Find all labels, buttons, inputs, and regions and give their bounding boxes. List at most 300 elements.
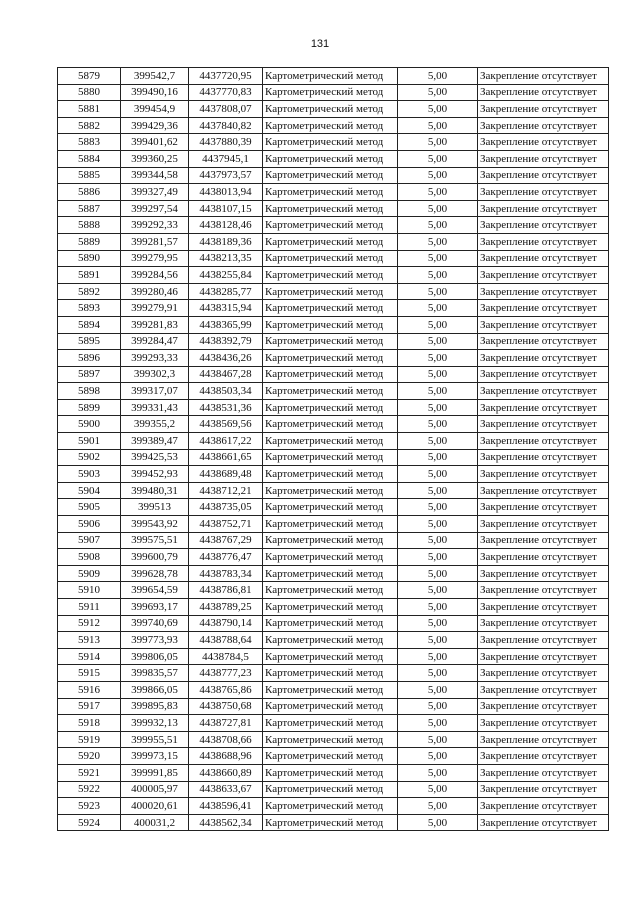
- fixation-cell: Закрепление отсутствует: [478, 300, 609, 317]
- method-cell: Картометрический метод: [263, 814, 398, 831]
- table-row: [58, 698, 609, 715]
- point-number-cell: 5908: [58, 549, 121, 566]
- error-cell: 5,00: [398, 748, 478, 765]
- point-number-cell: 5895: [58, 333, 121, 350]
- x-coordinate-cell: 400031,2: [121, 814, 189, 831]
- error-cell: 5,00: [398, 150, 478, 167]
- table-row: [58, 764, 609, 781]
- method-cell: Картометрический метод: [263, 516, 398, 533]
- fixation-cell: Закрепление отсутствует: [478, 582, 609, 599]
- method-cell: Картометрический метод: [263, 648, 398, 665]
- y-coordinate-cell: 4438569,56: [189, 416, 263, 433]
- table-row: [58, 433, 609, 450]
- error-cell: 5,00: [398, 665, 478, 682]
- table-row: [58, 814, 609, 831]
- y-coordinate-cell: 4438788,64: [189, 632, 263, 649]
- fixation-cell: Закрепление отсутствует: [478, 250, 609, 267]
- table-row: [58, 482, 609, 499]
- method-cell: Картометрический метод: [263, 798, 398, 815]
- method-cell: Картометрический метод: [263, 582, 398, 599]
- point-number-cell: 5899: [58, 399, 121, 416]
- fixation-cell: Закрепление отсутствует: [478, 516, 609, 533]
- table-row: [58, 499, 609, 516]
- fixation-cell: Закрепление отсутствует: [478, 599, 609, 616]
- fixation-cell: Закрепление отсутствует: [478, 449, 609, 466]
- fixation-cell: Закрепление отсутствует: [478, 217, 609, 234]
- table-row: [58, 549, 609, 566]
- y-coordinate-cell: 4438285,77: [189, 283, 263, 300]
- table-row: [58, 101, 609, 118]
- table-row: [58, 665, 609, 682]
- table-row: [58, 167, 609, 184]
- x-coordinate-cell: 399543,92: [121, 516, 189, 533]
- point-number-cell: 5915: [58, 665, 121, 682]
- point-number-cell: 5916: [58, 681, 121, 698]
- table-row: [58, 731, 609, 748]
- x-coordinate-cell: 399693,17: [121, 599, 189, 616]
- point-number-cell: 5900: [58, 416, 121, 433]
- point-number-cell: 5912: [58, 615, 121, 632]
- method-cell: Картометрический метод: [263, 549, 398, 566]
- method-cell: Картометрический метод: [263, 399, 398, 416]
- table-row: [58, 250, 609, 267]
- method-cell: Картометрический метод: [263, 615, 398, 632]
- fixation-cell: Закрепление отсутствует: [478, 283, 609, 300]
- method-cell: Картометрический метод: [263, 698, 398, 715]
- table-row: [58, 233, 609, 250]
- fixation-cell: Закрепление отсутствует: [478, 798, 609, 815]
- table-row: [58, 117, 609, 134]
- fixation-cell: Закрепление отсутствует: [478, 715, 609, 732]
- fixation-cell: Закрепление отсутствует: [478, 399, 609, 416]
- error-cell: 5,00: [398, 101, 478, 118]
- x-coordinate-cell: 399284,56: [121, 267, 189, 284]
- error-cell: 5,00: [398, 184, 478, 201]
- error-cell: 5,00: [398, 449, 478, 466]
- method-cell: Картометрический метод: [263, 565, 398, 582]
- y-coordinate-cell: 4438767,29: [189, 532, 263, 549]
- error-cell: 5,00: [398, 798, 478, 815]
- error-cell: 5,00: [398, 399, 478, 416]
- fixation-cell: Закрепление отсутствует: [478, 482, 609, 499]
- table-row: [58, 383, 609, 400]
- point-number-cell: 5904: [58, 482, 121, 499]
- y-coordinate-cell: 4438436,26: [189, 350, 263, 367]
- error-cell: 5,00: [398, 698, 478, 715]
- error-cell: 5,00: [398, 84, 478, 101]
- point-number-cell: 5910: [58, 582, 121, 599]
- point-number-cell: 5919: [58, 731, 121, 748]
- error-cell: 5,00: [398, 68, 478, 85]
- fixation-cell: Закрепление отсутствует: [478, 68, 609, 85]
- x-coordinate-cell: 399600,79: [121, 549, 189, 566]
- table-body: [58, 68, 609, 831]
- fixation-cell: Закрепление отсутствует: [478, 615, 609, 632]
- y-coordinate-cell: 4438013,94: [189, 184, 263, 201]
- table-row: [58, 184, 609, 201]
- x-coordinate-cell: 399401,62: [121, 134, 189, 151]
- point-number-cell: 5893: [58, 300, 121, 317]
- point-number-cell: 5884: [58, 150, 121, 167]
- error-cell: 5,00: [398, 582, 478, 599]
- error-cell: 5,00: [398, 267, 478, 284]
- point-number-cell: 5903: [58, 466, 121, 483]
- x-coordinate-cell: 399360,25: [121, 150, 189, 167]
- point-number-cell: 5906: [58, 516, 121, 533]
- fixation-cell: Закрепление отсутствует: [478, 731, 609, 748]
- y-coordinate-cell: 4438467,28: [189, 366, 263, 383]
- point-number-cell: 5891: [58, 267, 121, 284]
- x-coordinate-cell: 399279,91: [121, 300, 189, 317]
- x-coordinate-cell: 399490,16: [121, 84, 189, 101]
- error-cell: 5,00: [398, 433, 478, 450]
- x-coordinate-cell: 400020,61: [121, 798, 189, 815]
- method-cell: Картометрический метод: [263, 184, 398, 201]
- table-row: [58, 300, 609, 317]
- x-coordinate-cell: 399806,05: [121, 648, 189, 665]
- fixation-cell: Закрепление отсутствует: [478, 698, 609, 715]
- point-number-cell: 5902: [58, 449, 121, 466]
- error-cell: 5,00: [398, 781, 478, 798]
- error-cell: 5,00: [398, 549, 478, 566]
- x-coordinate-cell: 399297,54: [121, 200, 189, 217]
- point-number-cell: 5917: [58, 698, 121, 715]
- point-number-cell: 5920: [58, 748, 121, 765]
- method-cell: Картометрический метод: [263, 781, 398, 798]
- method-cell: Картометрический метод: [263, 449, 398, 466]
- y-coordinate-cell: 4438786,81: [189, 582, 263, 599]
- method-cell: Картометрический метод: [263, 350, 398, 367]
- x-coordinate-cell: 399866,05: [121, 681, 189, 698]
- error-cell: 5,00: [398, 233, 478, 250]
- y-coordinate-cell: 4438752,71: [189, 516, 263, 533]
- point-number-cell: 5918: [58, 715, 121, 732]
- y-coordinate-cell: 4437973,57: [189, 167, 263, 184]
- error-cell: 5,00: [398, 383, 478, 400]
- x-coordinate-cell: 399991,85: [121, 764, 189, 781]
- point-number-cell: 5907: [58, 532, 121, 549]
- point-number-cell: 5886: [58, 184, 121, 201]
- method-cell: Картометрический метод: [263, 283, 398, 300]
- fixation-cell: Закрепление отсутствует: [478, 565, 609, 582]
- table-row: [58, 449, 609, 466]
- point-number-cell: 5914: [58, 648, 121, 665]
- method-cell: Картометрический метод: [263, 383, 398, 400]
- error-cell: 5,00: [398, 565, 478, 582]
- method-cell: Картометрический метод: [263, 117, 398, 134]
- table-row: [58, 333, 609, 350]
- x-coordinate-cell: 399513: [121, 499, 189, 516]
- point-number-cell: 5922: [58, 781, 121, 798]
- point-number-cell: 5887: [58, 200, 121, 217]
- x-coordinate-cell: 399279,95: [121, 250, 189, 267]
- y-coordinate-cell: 4437840,82: [189, 117, 263, 134]
- y-coordinate-cell: 4438689,48: [189, 466, 263, 483]
- method-cell: Картометрический метод: [263, 200, 398, 217]
- x-coordinate-cell: 399575,51: [121, 532, 189, 549]
- fixation-cell: Закрепление отсутствует: [478, 267, 609, 284]
- table-row: [58, 399, 609, 416]
- error-cell: 5,00: [398, 217, 478, 234]
- method-cell: Картометрический метод: [263, 316, 398, 333]
- x-coordinate-cell: 399389,47: [121, 433, 189, 450]
- point-number-cell: 5911: [58, 599, 121, 616]
- y-coordinate-cell: 4438617,22: [189, 433, 263, 450]
- y-coordinate-cell: 4438107,15: [189, 200, 263, 217]
- y-coordinate-cell: 4438531,36: [189, 399, 263, 416]
- y-coordinate-cell: 4438784,5: [189, 648, 263, 665]
- table-row: [58, 134, 609, 151]
- method-cell: Картометрический метод: [263, 68, 398, 85]
- point-number-cell: 5924: [58, 814, 121, 831]
- x-coordinate-cell: 399281,57: [121, 233, 189, 250]
- table-row: [58, 582, 609, 599]
- fixation-cell: Закрепление отсутствует: [478, 101, 609, 118]
- table-row: [58, 68, 609, 85]
- x-coordinate-cell: 399454,9: [121, 101, 189, 118]
- y-coordinate-cell: 4438735,05: [189, 499, 263, 516]
- fixation-cell: Закрепление отсутствует: [478, 383, 609, 400]
- method-cell: Картометрический метод: [263, 715, 398, 732]
- table-row: [58, 681, 609, 698]
- x-coordinate-cell: 399480,31: [121, 482, 189, 499]
- point-number-cell: 5896: [58, 350, 121, 367]
- y-coordinate-cell: 4438562,34: [189, 814, 263, 831]
- y-coordinate-cell: 4438633,67: [189, 781, 263, 798]
- fixation-cell: Закрепление отсутствует: [478, 150, 609, 167]
- y-coordinate-cell: 4438776,47: [189, 549, 263, 566]
- error-cell: 5,00: [398, 416, 478, 433]
- fixation-cell: Закрепление отсутствует: [478, 433, 609, 450]
- table-row: [58, 217, 609, 234]
- table-row: [58, 798, 609, 815]
- method-cell: Картометрический метод: [263, 366, 398, 383]
- point-number-cell: 5921: [58, 764, 121, 781]
- y-coordinate-cell: 4438392,79: [189, 333, 263, 350]
- table-row: [58, 200, 609, 217]
- x-coordinate-cell: 399344,58: [121, 167, 189, 184]
- fixation-cell: Закрепление отсутствует: [478, 748, 609, 765]
- y-coordinate-cell: 4438783,34: [189, 565, 263, 582]
- table-row: [58, 781, 609, 798]
- table-row: [58, 565, 609, 582]
- point-number-cell: 5883: [58, 134, 121, 151]
- x-coordinate-cell: 399932,13: [121, 715, 189, 732]
- method-cell: Картометрический метод: [263, 250, 398, 267]
- method-cell: Картометрический метод: [263, 101, 398, 118]
- y-coordinate-cell: 4438765,86: [189, 681, 263, 698]
- y-coordinate-cell: 4437945,1: [189, 150, 263, 167]
- y-coordinate-cell: 4437808,07: [189, 101, 263, 118]
- method-cell: Картометрический метод: [263, 167, 398, 184]
- y-coordinate-cell: 4438503,34: [189, 383, 263, 400]
- x-coordinate-cell: 399429,36: [121, 117, 189, 134]
- fixation-cell: Закрепление отсутствует: [478, 632, 609, 649]
- error-cell: 5,00: [398, 516, 478, 533]
- point-number-cell: 5885: [58, 167, 121, 184]
- x-coordinate-cell: 399955,51: [121, 731, 189, 748]
- y-coordinate-cell: 4438213,35: [189, 250, 263, 267]
- fixation-cell: Закрепление отсутствует: [478, 134, 609, 151]
- point-number-cell: 5898: [58, 383, 121, 400]
- fixation-cell: Закрепление отсутствует: [478, 665, 609, 682]
- point-number-cell: 5923: [58, 798, 121, 815]
- method-cell: Картометрический метод: [263, 532, 398, 549]
- fixation-cell: Закрепление отсутствует: [478, 648, 609, 665]
- fixation-cell: Закрепление отсутствует: [478, 333, 609, 350]
- y-coordinate-cell: 4438365,99: [189, 316, 263, 333]
- y-coordinate-cell: 4438661,65: [189, 449, 263, 466]
- y-coordinate-cell: 4438688,96: [189, 748, 263, 765]
- fixation-cell: Закрепление отсутствует: [478, 350, 609, 367]
- x-coordinate-cell: 399281,83: [121, 316, 189, 333]
- table-row: [58, 84, 609, 101]
- method-cell: Картометрический метод: [263, 599, 398, 616]
- table-row: [58, 350, 609, 367]
- x-coordinate-cell: 399302,3: [121, 366, 189, 383]
- fixation-cell: Закрепление отсутствует: [478, 184, 609, 201]
- table-row: [58, 532, 609, 549]
- x-coordinate-cell: 399280,46: [121, 283, 189, 300]
- y-coordinate-cell: 4438315,94: [189, 300, 263, 317]
- method-cell: Картометрический метод: [263, 416, 398, 433]
- x-coordinate-cell: 399654,59: [121, 582, 189, 599]
- point-number-cell: 5892: [58, 283, 121, 300]
- x-coordinate-cell: 399331,43: [121, 399, 189, 416]
- point-number-cell: 5897: [58, 366, 121, 383]
- y-coordinate-cell: 4438596,41: [189, 798, 263, 815]
- y-coordinate-cell: 4438189,36: [189, 233, 263, 250]
- y-coordinate-cell: 4438255,84: [189, 267, 263, 284]
- point-number-cell: 5882: [58, 117, 121, 134]
- y-coordinate-cell: 4437770,83: [189, 84, 263, 101]
- fixation-cell: Закрепление отсутствует: [478, 316, 609, 333]
- x-coordinate-cell: 399284,47: [121, 333, 189, 350]
- method-cell: Картометрический метод: [263, 681, 398, 698]
- y-coordinate-cell: 4438789,25: [189, 599, 263, 616]
- error-cell: 5,00: [398, 715, 478, 732]
- y-coordinate-cell: 4438750,68: [189, 698, 263, 715]
- y-coordinate-cell: 4438727,81: [189, 715, 263, 732]
- error-cell: 5,00: [398, 200, 478, 217]
- point-number-cell: 5879: [58, 68, 121, 85]
- x-coordinate-cell: 399895,83: [121, 698, 189, 715]
- point-number-cell: 5894: [58, 316, 121, 333]
- error-cell: 5,00: [398, 632, 478, 649]
- error-cell: 5,00: [398, 316, 478, 333]
- fixation-cell: Закрепление отсутствует: [478, 84, 609, 101]
- error-cell: 5,00: [398, 466, 478, 483]
- x-coordinate-cell: 399292,33: [121, 217, 189, 234]
- error-cell: 5,00: [398, 350, 478, 367]
- error-cell: 5,00: [398, 482, 478, 499]
- table-row: [58, 516, 609, 533]
- table-row: [58, 366, 609, 383]
- fixation-cell: Закрепление отсутствует: [478, 814, 609, 831]
- y-coordinate-cell: 4437720,95: [189, 68, 263, 85]
- fixation-cell: Закрепление отсутствует: [478, 233, 609, 250]
- x-coordinate-cell: 399327,49: [121, 184, 189, 201]
- fixation-cell: Закрепление отсутствует: [478, 416, 609, 433]
- x-coordinate-cell: 399773,93: [121, 632, 189, 649]
- method-cell: Картометрический метод: [263, 764, 398, 781]
- fixation-cell: Закрепление отсутствует: [478, 167, 609, 184]
- x-coordinate-cell: 399317,07: [121, 383, 189, 400]
- table-row: [58, 267, 609, 284]
- fixation-cell: Закрепление отсутствует: [478, 200, 609, 217]
- x-coordinate-cell: 399542,7: [121, 68, 189, 85]
- table-row: [58, 599, 609, 616]
- method-cell: Картометрический метод: [263, 499, 398, 516]
- table-row: [58, 615, 609, 632]
- point-number-cell: 5888: [58, 217, 121, 234]
- error-cell: 5,00: [398, 764, 478, 781]
- x-coordinate-cell: 399293,33: [121, 350, 189, 367]
- point-number-cell: 5880: [58, 84, 121, 101]
- page-number: 131: [310, 38, 330, 50]
- method-cell: Картометрический метод: [263, 482, 398, 499]
- y-coordinate-cell: 4438660,89: [189, 764, 263, 781]
- method-cell: Картометрический метод: [263, 433, 398, 450]
- fixation-cell: Закрепление отсутствует: [478, 549, 609, 566]
- fixation-cell: Закрепление отсутствует: [478, 366, 609, 383]
- error-cell: 5,00: [398, 300, 478, 317]
- fixation-cell: Закрепление отсутствует: [478, 781, 609, 798]
- method-cell: Картометрический метод: [263, 150, 398, 167]
- error-cell: 5,00: [398, 615, 478, 632]
- error-cell: 5,00: [398, 499, 478, 516]
- fixation-cell: Закрепление отсутствует: [478, 764, 609, 781]
- point-number-cell: 5890: [58, 250, 121, 267]
- x-coordinate-cell: 399973,15: [121, 748, 189, 765]
- error-cell: 5,00: [398, 167, 478, 184]
- y-coordinate-cell: 4438128,46: [189, 217, 263, 234]
- table-row: [58, 316, 609, 333]
- x-coordinate-cell: 399740,69: [121, 615, 189, 632]
- method-cell: Картометрический метод: [263, 233, 398, 250]
- point-number-cell: 5909: [58, 565, 121, 582]
- x-coordinate-cell: 400005,97: [121, 781, 189, 798]
- table-row: [58, 466, 609, 483]
- method-cell: Картометрический метод: [263, 632, 398, 649]
- table-row: [58, 632, 609, 649]
- method-cell: Картометрический метод: [263, 267, 398, 284]
- table-row: [58, 283, 609, 300]
- x-coordinate-cell: 399628,78: [121, 565, 189, 582]
- method-cell: Картометрический метод: [263, 333, 398, 350]
- error-cell: 5,00: [398, 333, 478, 350]
- table-row: [58, 150, 609, 167]
- table-row: [58, 748, 609, 765]
- x-coordinate-cell: 399355,2: [121, 416, 189, 433]
- fixation-cell: Закрепление отсутствует: [478, 117, 609, 134]
- point-number-cell: 5913: [58, 632, 121, 649]
- y-coordinate-cell: 4438712,21: [189, 482, 263, 499]
- error-cell: 5,00: [398, 814, 478, 831]
- method-cell: Картометрический метод: [263, 217, 398, 234]
- method-cell: Картометрический метод: [263, 134, 398, 151]
- y-coordinate-cell: 4438708,66: [189, 731, 263, 748]
- fixation-cell: Закрепление отсутствует: [478, 532, 609, 549]
- table-row: [58, 416, 609, 433]
- x-coordinate-cell: 399835,57: [121, 665, 189, 682]
- fixation-cell: Закрепление отсутствует: [478, 466, 609, 483]
- method-cell: Картометрический метод: [263, 748, 398, 765]
- x-coordinate-cell: 399452,93: [121, 466, 189, 483]
- method-cell: Картометрический метод: [263, 300, 398, 317]
- method-cell: Картометрический метод: [263, 731, 398, 748]
- method-cell: Картометрический метод: [263, 84, 398, 101]
